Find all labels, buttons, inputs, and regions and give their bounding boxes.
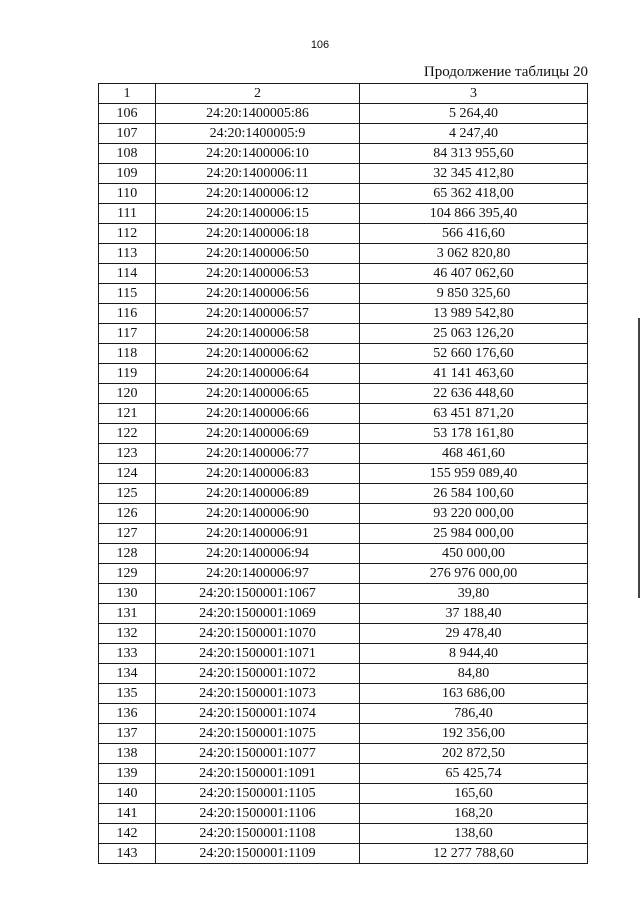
table-row [99, 244, 588, 264]
cadastral-number-cell: 24:20:1400006:12 [156, 184, 360, 204]
table-row [99, 704, 588, 724]
table-row [99, 104, 588, 124]
table-row [99, 784, 588, 804]
table-row [99, 504, 588, 524]
value-cell: 12 277 788,60 [360, 844, 588, 864]
value-cell: 163 686,00 [360, 684, 588, 704]
value-cell: 65 362 418,00 [360, 184, 588, 204]
value-cell: 37 188,40 [360, 604, 588, 624]
value-cell: 39,80 [360, 584, 588, 604]
row-number-cell: 115 [99, 284, 156, 304]
row-number-cell: 107 [99, 124, 156, 144]
cadastral-number-cell: 24:20:1400006:97 [156, 564, 360, 584]
row-number-cell: 113 [99, 244, 156, 264]
cadastral-number-cell: 24:20:1400006:64 [156, 364, 360, 384]
table-row [99, 304, 588, 324]
row-number-cell: 137 [99, 724, 156, 744]
table-header-row [99, 84, 588, 104]
row-number-cell: 117 [99, 324, 156, 344]
table-row [99, 524, 588, 544]
table-row [99, 804, 588, 824]
value-cell: 84 313 955,60 [360, 144, 588, 164]
cadastral-number-cell: 24:20:1400006:57 [156, 304, 360, 324]
cadastral-number-cell: 24:20:1400006:18 [156, 224, 360, 244]
row-number-cell: 136 [99, 704, 156, 724]
cadastral-number-cell: 24:20:1500001:1071 [156, 644, 360, 664]
value-cell: 155 959 089,40 [360, 464, 588, 484]
cadastral-number-cell: 24:20:1400006:62 [156, 344, 360, 364]
table-caption: Продолжение таблицы 20 [423, 64, 588, 80]
value-cell: 4 247,40 [360, 124, 588, 144]
cadastral-number-cell: 24:20:1400006:58 [156, 324, 360, 344]
table-row [99, 744, 588, 764]
row-number-cell: 122 [99, 424, 156, 444]
row-number-cell: 109 [99, 164, 156, 184]
row-number-cell: 138 [99, 744, 156, 764]
value-cell: 5 264,40 [360, 104, 588, 124]
table-row [99, 764, 588, 784]
table-row [99, 684, 588, 704]
row-number-cell: 132 [99, 624, 156, 644]
value-cell: 46 407 062,60 [360, 264, 588, 284]
cadastral-number-cell: 24:20:1400006:65 [156, 384, 360, 404]
data-table [98, 83, 588, 864]
cadastral-number-cell: 24:20:1500001:1067 [156, 584, 360, 604]
table-row [99, 824, 588, 844]
row-number-cell: 125 [99, 484, 156, 504]
cadastral-number-cell: 24:20:1400005:86 [156, 104, 360, 124]
row-number-cell: 124 [99, 464, 156, 484]
value-cell: 25 063 126,20 [360, 324, 588, 344]
table-row [99, 324, 588, 344]
value-cell: 22 636 448,60 [360, 384, 588, 404]
row-number-cell: 119 [99, 364, 156, 384]
value-cell: 41 141 463,60 [360, 364, 588, 384]
column-header: 1 [99, 84, 156, 104]
table-row [99, 384, 588, 404]
cadastral-number-cell: 24:20:1500001:1069 [156, 604, 360, 624]
value-cell: 32 345 412,80 [360, 164, 588, 184]
row-number-cell: 121 [99, 404, 156, 424]
cadastral-number-cell: 24:20:1500001:1072 [156, 664, 360, 684]
row-number-cell: 114 [99, 264, 156, 284]
value-cell: 104 866 395,40 [360, 204, 588, 224]
cadastral-number-cell: 24:20:1500001:1091 [156, 764, 360, 784]
value-cell: 29 478,40 [360, 624, 588, 644]
page-number: 106 [310, 39, 330, 51]
row-number-cell: 128 [99, 544, 156, 564]
table-row [99, 624, 588, 644]
value-cell: 8 944,40 [360, 644, 588, 664]
table-row [99, 724, 588, 744]
value-cell: 138,60 [360, 824, 588, 844]
value-cell: 53 178 161,80 [360, 424, 588, 444]
cadastral-number-cell: 24:20:1400006:90 [156, 504, 360, 524]
row-number-cell: 140 [99, 784, 156, 804]
value-cell: 25 984 000,00 [360, 524, 588, 544]
table-row [99, 344, 588, 364]
row-number-cell: 135 [99, 684, 156, 704]
row-number-cell: 134 [99, 664, 156, 684]
table-row [99, 184, 588, 204]
value-cell: 192 356,00 [360, 724, 588, 744]
cadastral-number-cell: 24:20:1400006:69 [156, 424, 360, 444]
table-row [99, 484, 588, 504]
cadastral-number-cell: 24:20:1400005:9 [156, 124, 360, 144]
value-cell: 52 660 176,60 [360, 344, 588, 364]
table-row [99, 284, 588, 304]
table-row [99, 844, 588, 864]
row-number-cell: 108 [99, 144, 156, 164]
value-cell: 468 461,60 [360, 444, 588, 464]
row-number-cell: 106 [99, 104, 156, 124]
cadastral-number-cell: 24:20:1500001:1077 [156, 744, 360, 764]
cadastral-number-cell: 24:20:1400006:50 [156, 244, 360, 264]
row-number-cell: 127 [99, 524, 156, 544]
table-row [99, 544, 588, 564]
row-number-cell: 129 [99, 564, 156, 584]
table-row [99, 124, 588, 144]
cadastral-number-cell: 24:20:1400006:89 [156, 484, 360, 504]
cadastral-number-cell: 24:20:1500001:1074 [156, 704, 360, 724]
value-cell: 276 976 000,00 [360, 564, 588, 584]
value-cell: 450 000,00 [360, 544, 588, 564]
cadastral-number-cell: 24:20:1400006:83 [156, 464, 360, 484]
cadastral-number-cell: 24:20:1400006:66 [156, 404, 360, 424]
row-number-cell: 123 [99, 444, 156, 464]
row-number-cell: 142 [99, 824, 156, 844]
cadastral-number-cell: 24:20:1500001:1105 [156, 784, 360, 804]
table-body [99, 104, 588, 864]
value-cell: 84,80 [360, 664, 588, 684]
value-cell: 13 989 542,80 [360, 304, 588, 324]
row-number-cell: 130 [99, 584, 156, 604]
table-row [99, 204, 588, 224]
cadastral-number-cell: 24:20:1500001:1106 [156, 804, 360, 824]
table-row [99, 664, 588, 684]
value-cell: 202 872,50 [360, 744, 588, 764]
row-number-cell: 126 [99, 504, 156, 524]
value-cell: 65 425,74 [360, 764, 588, 784]
table-row [99, 224, 588, 244]
row-number-cell: 139 [99, 764, 156, 784]
column-header: 3 [360, 84, 588, 104]
value-cell: 63 451 871,20 [360, 404, 588, 424]
table-row [99, 424, 588, 444]
cadastral-number-cell: 24:20:1400006:53 [156, 264, 360, 284]
value-cell: 165,60 [360, 784, 588, 804]
value-cell: 26 584 100,60 [360, 484, 588, 504]
table-row [99, 604, 588, 624]
row-number-cell: 111 [99, 204, 156, 224]
row-number-cell: 110 [99, 184, 156, 204]
cadastral-number-cell: 24:20:1500001:1075 [156, 724, 360, 744]
table-row [99, 464, 588, 484]
row-number-cell: 133 [99, 644, 156, 664]
value-cell: 566 416,60 [360, 224, 588, 244]
value-cell: 93 220 000,00 [360, 504, 588, 524]
table-row [99, 584, 588, 604]
cadastral-number-cell: 24:20:1400006:11 [156, 164, 360, 184]
row-number-cell: 131 [99, 604, 156, 624]
cadastral-number-cell: 24:20:1400006:77 [156, 444, 360, 464]
value-cell: 168,20 [360, 804, 588, 824]
value-cell: 3 062 820,80 [360, 244, 588, 264]
cadastral-number-cell: 24:20:1400006:10 [156, 144, 360, 164]
value-cell: 9 850 325,60 [360, 284, 588, 304]
value-cell: 786,40 [360, 704, 588, 724]
row-number-cell: 143 [99, 844, 156, 864]
cadastral-number-cell: 24:20:1500001:1109 [156, 844, 360, 864]
table-row [99, 444, 588, 464]
row-number-cell: 112 [99, 224, 156, 244]
cadastral-number-cell: 24:20:1500001:1070 [156, 624, 360, 644]
row-number-cell: 118 [99, 344, 156, 364]
cadastral-number-cell: 24:20:1400006:91 [156, 524, 360, 544]
column-header: 2 [156, 84, 360, 104]
cadastral-number-cell: 24:20:1400006:15 [156, 204, 360, 224]
row-number-cell: 141 [99, 804, 156, 824]
cadastral-number-cell: 24:20:1400006:56 [156, 284, 360, 304]
row-number-cell: 120 [99, 384, 156, 404]
table-row [99, 144, 588, 164]
cadastral-number-cell: 24:20:1500001:1108 [156, 824, 360, 844]
table-row [99, 644, 588, 664]
row-number-cell: 116 [99, 304, 156, 324]
table-row [99, 404, 588, 424]
cadastral-number-cell: 24:20:1400006:94 [156, 544, 360, 564]
table-row [99, 564, 588, 584]
table-row [99, 364, 588, 384]
cadastral-number-cell: 24:20:1500001:1073 [156, 684, 360, 704]
table-row [99, 264, 588, 284]
table-row [99, 164, 588, 184]
